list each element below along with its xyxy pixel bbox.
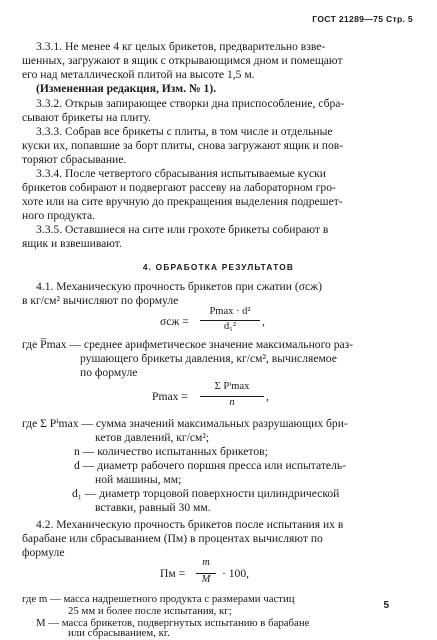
amendment-note: (Измененная редакция, Изм. № 1). <box>36 82 217 95</box>
formula-lhs: Пм = <box>160 567 186 580</box>
text-line: 3.3.5. Оставшиеся на сите или грохоте брикеты собирают в <box>36 223 329 236</box>
text-line: кетов давлений, кг/см²; <box>95 431 210 444</box>
text-line: вставки, равный 30 мм. <box>95 501 211 514</box>
text-line: по формуле <box>80 366 138 379</box>
text-line: где P̅max — среднее арифметическое значение максимального раз- <box>22 338 354 351</box>
text-line: хоте или на сите вручную до прекращения выделения подрешет- <box>22 195 343 208</box>
text-line: ного продукта. <box>22 209 96 222</box>
text-line: его над металлической плитой на высоте 1,5 м. <box>22 68 255 81</box>
running-header: ГОСТ 21289—75 Стр. 5 <box>312 14 413 24</box>
text-line: или сбрасыванием, кг. <box>68 627 170 639</box>
text-line: 3.3.1. Не менее 4 кг целых брикетов, предварительно взве- <box>36 40 326 53</box>
formula-lhs: Pmax = <box>152 390 188 403</box>
text-line: торяют сбрасывание. <box>22 153 127 166</box>
formula-numerator: Pmax · d² <box>209 306 251 317</box>
text-line: в кг/см² вычисляют по формуле <box>22 294 179 307</box>
formula-denominator: n <box>229 397 235 408</box>
text-line: 3.3.4. После четвертого сбрасывания испытываемые куски <box>36 167 326 180</box>
formula-tail: , <box>262 315 265 328</box>
text-line: сывают брикеты на плиту. <box>22 111 151 124</box>
text-line: n — количество испытанных брикетов; <box>74 445 268 458</box>
text-line: где Σ Pⁱmax — сумма значений максимальных разрушающих бри- <box>22 417 348 430</box>
formula-denominator: M <box>201 574 211 585</box>
page-number: 5 <box>383 600 389 611</box>
formula-tail: , <box>266 390 269 403</box>
section-heading: 4. ОБРАБОТКА РЕЗУЛЬТАТОВ <box>142 262 295 272</box>
text-line: куски их, попавшие за борт плиты, снова загружают ящик и пов- <box>22 139 344 152</box>
text-line: брикетов собирают и подвергают рассеву на лабораторном гро- <box>22 181 336 194</box>
formula-lhs: σсж = <box>160 315 189 328</box>
text-line: рушающего брикеты давления, кг/см², вычисляемое <box>80 352 337 365</box>
text-line: d₁ — диаметр торцовой поверхности цилиндрической <box>72 487 340 500</box>
formula-denominator: d₁² <box>223 321 237 332</box>
text-line: ной машины, мм; <box>95 473 182 486</box>
text-line: где m — масса надрешетного продукта с размерами частиц <box>22 593 295 605</box>
formula-numerator: Σ Pⁱmax <box>214 381 250 392</box>
formula-tail: · 100, <box>222 567 250 580</box>
text-line: 3.3.3. Собрав все брикеты с плиты, в том числе и отдельные <box>36 125 333 138</box>
text-line: ящик и взвешивают. <box>22 237 122 250</box>
text-line: 3.3.2. Открыв запирающее створки дна приспособление, сбра- <box>36 97 345 110</box>
text-line: M — масса брикетов, подвергнутых испытанию в барабане <box>36 617 310 629</box>
text-line: 25 мм и более после испытания, кг; <box>68 605 232 617</box>
text-line: 4.1. Механическую прочность брикетов при сжатии (σсж) <box>36 280 322 293</box>
text-line: формуле <box>22 546 65 559</box>
text-line: барабане или сбрасыванием (Пм) в процентах вычисляют по <box>22 532 323 545</box>
text-line: 4.2. Механическую прочность брикетов после испытания их в <box>36 518 344 531</box>
text-line: d — диаметр рабочего поршня пресса или испытатель- <box>74 459 347 472</box>
text-line: шенных, загружают в ящик с открывающимся дном и помещают <box>22 54 343 67</box>
formula-numerator: m <box>202 557 210 568</box>
